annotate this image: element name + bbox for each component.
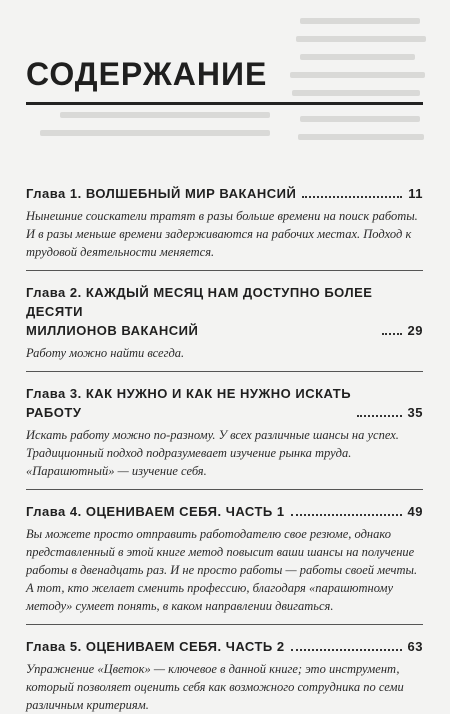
chapter-heading[interactable] <box>26 502 423 521</box>
chapter-heading[interactable] <box>26 184 423 203</box>
chapter-title: Глава 4. ОЦЕНИВАЕМ СЕБЯ. ЧАСТЬ 1 <box>26 504 285 519</box>
toc-entry-chapter-1 <box>26 184 423 261</box>
divider <box>26 489 423 490</box>
toc-entry-chapter-4 <box>26 502 423 615</box>
page-title: СОДЕРЖАНИЕ <box>26 56 268 92</box>
divider <box>26 371 423 372</box>
divider <box>26 624 423 625</box>
chapter-description: Работу можно найти всегда. <box>26 346 185 360</box>
toc-entry-chapter-2 <box>26 283 423 362</box>
divider <box>26 270 423 271</box>
chapter-heading[interactable] <box>26 283 423 340</box>
chapter-description: Вы можете просто отправить работодателю свое резюме, однако представленный в этой книге метод повысит ваши шансы на получение работы в двенадцать раз. И не просто работы — работы своей мечты. А тот, кто желает сменить профессию, благодаря «парашютному методу» сумеет понять, в каком направлении двигаться. <box>26 527 418 613</box>
dot-leader <box>357 415 401 417</box>
chapter-title: Глава 1. ВОЛШЕБНЫЙ МИР ВАКАНСИЙ <box>26 186 297 201</box>
page-number: 49 <box>407 504 423 519</box>
chapter-heading[interactable] <box>26 637 423 656</box>
dot-leader <box>382 333 402 335</box>
chapter-description: Искать работу можно по-разному. У всех различные шансы на успех. Традиционный подход подразумевает изучение рынка труда. «Парашютный» — изучение себя. <box>26 428 399 478</box>
table-of-contents <box>26 184 423 714</box>
page-number: 11 <box>408 186 423 201</box>
chapter-description: Нынешние соискатели тратят в разы больше времени на поиск работы. И в разы меньше времени задерживаются на рабочих местах. Подход к трудовой деятельности меняется. <box>26 209 418 259</box>
chapter-heading[interactable] <box>26 384 423 422</box>
chapter-title: Глава 3. КАК НУЖНО И КАК НЕ НУЖНО ИСКАТЬ РАБОТУ <box>26 386 352 420</box>
chapter-title: Глава 2. КАЖДЫЙ МЕСЯЦ НАМ ДОСТУПНО БОЛЕЕ ДЕСЯТИ МИЛЛИОНОВ ВАКАНСИЙ <box>26 285 373 338</box>
chapter-title: Глава 5. ОЦЕНИВАЕМ СЕБЯ. ЧАСТЬ 2 <box>26 639 285 654</box>
title-divider <box>26 102 423 105</box>
page-number: 63 <box>407 639 423 654</box>
chapter-description: Упражнение «Цветок» — ключевое в данной книге; это инструмент, который позволяет оценить себя как возможного сотрудника по семи различным критериям. <box>26 662 404 712</box>
page-number: 29 <box>407 323 423 338</box>
toc-entry-chapter-3 <box>26 384 423 480</box>
dot-leader <box>291 514 402 516</box>
page-number: 35 <box>407 405 423 420</box>
dot-leader <box>302 196 402 198</box>
dot-leader <box>291 649 402 651</box>
toc-entry-chapter-5 <box>26 637 423 714</box>
